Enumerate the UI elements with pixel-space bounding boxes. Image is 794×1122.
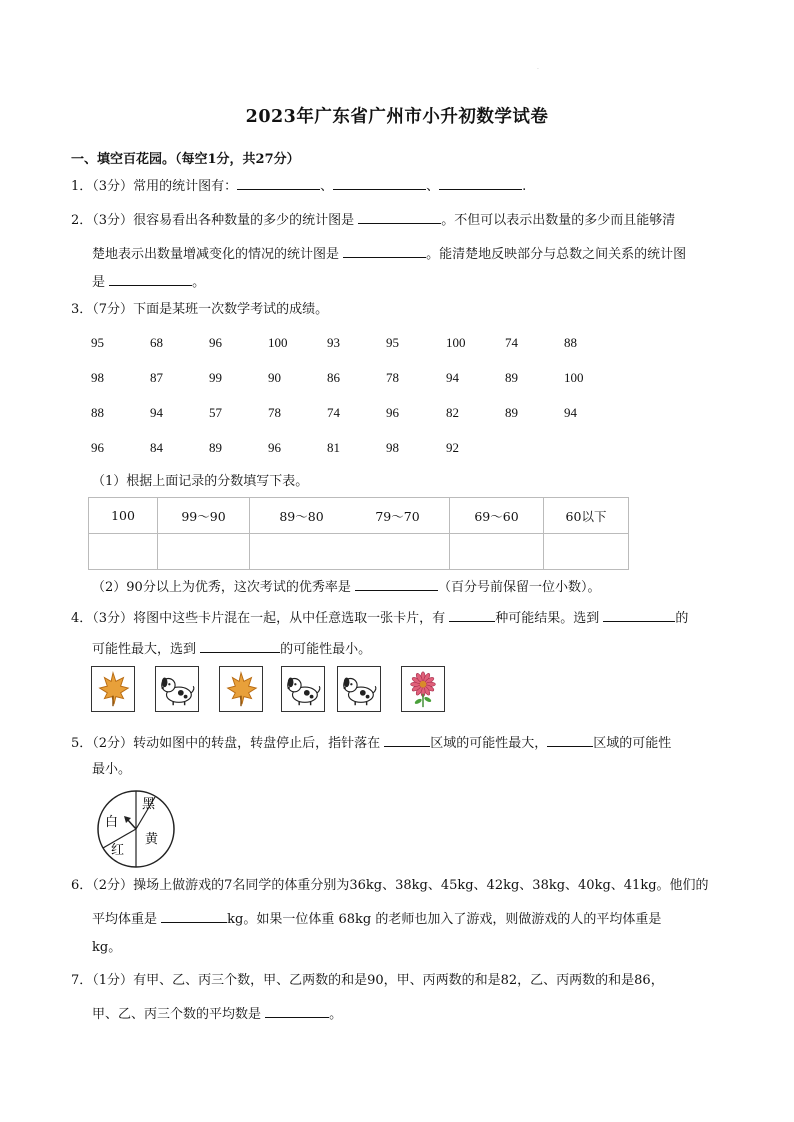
table-row	[89, 534, 629, 570]
score-value: 57	[209, 405, 222, 420]
flower-icon	[402, 667, 444, 711]
question-7	[71, 972, 664, 990]
answer-blank[interactable]	[109, 271, 192, 286]
score-value: 96	[209, 335, 222, 350]
question-text: 。能清楚地反映部分与总数之间关系的统计图	[426, 247, 687, 262]
question-text: 楚地表示出数量增减变化的情况的统计图是	[92, 247, 340, 262]
region-label-red: 红	[111, 843, 125, 858]
question-5-line-2: 最小。	[92, 762, 132, 777]
table-header-cell: 89～80 79～70	[250, 498, 450, 534]
question-4	[71, 607, 688, 628]
score-value: 99	[209, 370, 222, 385]
score-value: 100	[446, 335, 466, 350]
score-value: 93	[327, 335, 340, 350]
question-points: （2分）	[92, 878, 134, 893]
score-value: 82	[446, 405, 459, 420]
question-text: 的	[675, 611, 689, 626]
question-3-sub-2: （2）90分以上为优秀，这次考试的优秀率是 （百分号前保留一位小数）。	[92, 576, 600, 597]
score-value: 98	[91, 370, 104, 385]
score-value: 78	[386, 370, 399, 385]
question-text: 操场上做游戏的7名同学的体重分别为36kg、38kg、45kg、42kg、38kg、40kg、41kg。他们的	[133, 878, 709, 893]
dog-card	[155, 666, 199, 712]
question-2	[71, 209, 675, 230]
score-value: 95	[91, 335, 104, 350]
question-2-line-2	[92, 243, 686, 264]
question-text: 很容易看出各种数量的多少的统计图是	[133, 213, 355, 228]
question-points: （7分）	[92, 302, 134, 317]
region-label-white: 白	[105, 815, 119, 830]
answer-blank[interactable]	[237, 175, 320, 190]
score-value: 90	[268, 370, 281, 385]
question-points: （1分）	[92, 973, 134, 988]
question-4-line-2: 可能性最大，选到 的可能性最小。	[92, 638, 371, 659]
score-value: 87	[150, 370, 163, 385]
question-text: 。不但可以表示出数量的多少而且能够清	[441, 213, 676, 228]
score-value: 81	[327, 440, 340, 455]
score-value: 94	[446, 370, 459, 385]
answer-blank[interactable]	[200, 638, 280, 653]
question-7-line-2: 甲、乙、丙三个数的平均数是 。	[92, 1003, 342, 1024]
scan-mark: .	[537, 64, 539, 71]
dog-icon	[282, 667, 324, 711]
question-text: 下面是某班一次数学考试的成绩。	[133, 302, 329, 317]
dog-icon	[156, 667, 198, 711]
table-header-row	[89, 498, 629, 534]
question-text: 种可能结果。选到	[495, 611, 600, 626]
question-text: 有甲、乙、丙三个数，甲、乙两数的和是90，甲、丙两数的和是82，乙、丙两数的和是86，	[133, 973, 664, 988]
question-number: 5．	[71, 736, 93, 751]
spinner-wheel	[91, 788, 181, 870]
question-3-sub-1: （1）根据上面记录的分数填写下表。	[92, 474, 309, 489]
page-title: 2023年广东省广州市小升初数学试卷	[245, 107, 549, 127]
question-number: 1．	[71, 179, 93, 194]
question-6-line-2: 平均体重是 kg。如果一位体重 68kg 的老师也加入了游戏，则做游戏的人的平均体重是	[92, 908, 661, 929]
score-value: 100	[268, 335, 288, 350]
question-text: 将图中这些卡片混在一起，从中任意选取一张卡片，有	[133, 611, 446, 626]
table-header-cell: 100	[89, 498, 158, 534]
score-value: 98	[386, 440, 399, 455]
score-value: 86	[327, 370, 340, 385]
region-label-yellow: 黄	[145, 832, 159, 847]
question-points: （3分）	[92, 213, 134, 228]
maple-leaf-card	[219, 666, 263, 712]
table-cell[interactable]	[250, 534, 450, 570]
question-number: 6．	[71, 878, 93, 893]
separator: 、	[426, 179, 440, 194]
answer-blank[interactable]	[547, 732, 593, 747]
answer-blank[interactable]	[439, 175, 522, 190]
score-value: 96	[91, 440, 104, 455]
flower-card	[401, 666, 445, 712]
score-value: 74	[327, 405, 340, 420]
table-header-cell: 99～90	[158, 498, 250, 534]
maple-leaf-icon	[220, 667, 262, 711]
table-cell[interactable]	[158, 534, 250, 570]
score-value: 88	[91, 405, 104, 420]
question-number: 3．	[71, 302, 93, 317]
score-value: 68	[150, 335, 163, 350]
table-cell[interactable]	[450, 534, 544, 570]
score-value: 74	[505, 335, 518, 350]
question-text: 。	[192, 275, 206, 290]
answer-blank[interactable]	[603, 607, 675, 622]
answer-blank[interactable]	[161, 908, 227, 923]
dog-icon	[338, 667, 380, 711]
maple-leaf-icon	[92, 667, 134, 711]
answer-blank[interactable]	[333, 175, 426, 190]
table-header-cell: 60以下	[544, 498, 629, 534]
question-2-line-3	[92, 271, 205, 292]
score-value: 89	[505, 370, 518, 385]
question-points: （2分）	[92, 736, 134, 751]
score-value: 92	[446, 440, 459, 455]
table-cell[interactable]	[89, 534, 158, 570]
score-value: 96	[268, 440, 281, 455]
score-value: 89	[505, 405, 518, 420]
question-number: 7．	[71, 973, 93, 988]
dog-card	[281, 666, 325, 712]
question-number: 2．	[71, 213, 93, 228]
question-text: 区域的可能性	[593, 736, 672, 751]
table-cell[interactable]	[544, 534, 629, 570]
dog-card	[337, 666, 381, 712]
section-heading: 一、填空百花园。（每空1分，共27分）	[71, 152, 300, 167]
answer-blank[interactable]	[265, 1003, 329, 1018]
question-text: 转动如图中的转盘，转盘停止后，指针落在	[133, 736, 381, 751]
question-3	[71, 301, 328, 319]
question-5	[71, 732, 671, 753]
question-points: （3分）	[92, 179, 134, 194]
score-value: 100	[564, 370, 584, 385]
score-value: 94	[564, 405, 577, 420]
score-value: 84	[150, 440, 163, 455]
score-value: 78	[268, 405, 281, 420]
question-text: 常用的统计图有：	[133, 179, 238, 194]
punctuation: .	[522, 179, 527, 194]
region-label-black: 黑	[142, 797, 156, 812]
answer-blank[interactable]	[358, 209, 441, 224]
question-6	[71, 877, 709, 895]
score-table	[88, 497, 629, 570]
score-value: 95	[386, 335, 399, 350]
answer-blank[interactable]	[449, 607, 495, 622]
score-value: 89	[209, 440, 222, 455]
maple-leaf-card	[91, 666, 135, 712]
answer-blank[interactable]	[355, 576, 438, 591]
answer-blank[interactable]	[384, 732, 430, 747]
question-6-line-3: kg。	[92, 940, 122, 955]
question-points: （3分）	[92, 611, 134, 626]
question-1	[71, 175, 526, 196]
question-number: 4．	[71, 611, 93, 626]
table-header-cell: 69～60	[450, 498, 544, 534]
question-text: 是	[92, 275, 106, 290]
separator: 、	[320, 179, 334, 194]
answer-blank[interactable]	[343, 243, 426, 258]
score-value: 96	[386, 405, 399, 420]
score-value: 94	[150, 405, 163, 420]
score-value: 88	[564, 335, 577, 350]
question-text: 区域的可能性最大，	[430, 736, 548, 751]
